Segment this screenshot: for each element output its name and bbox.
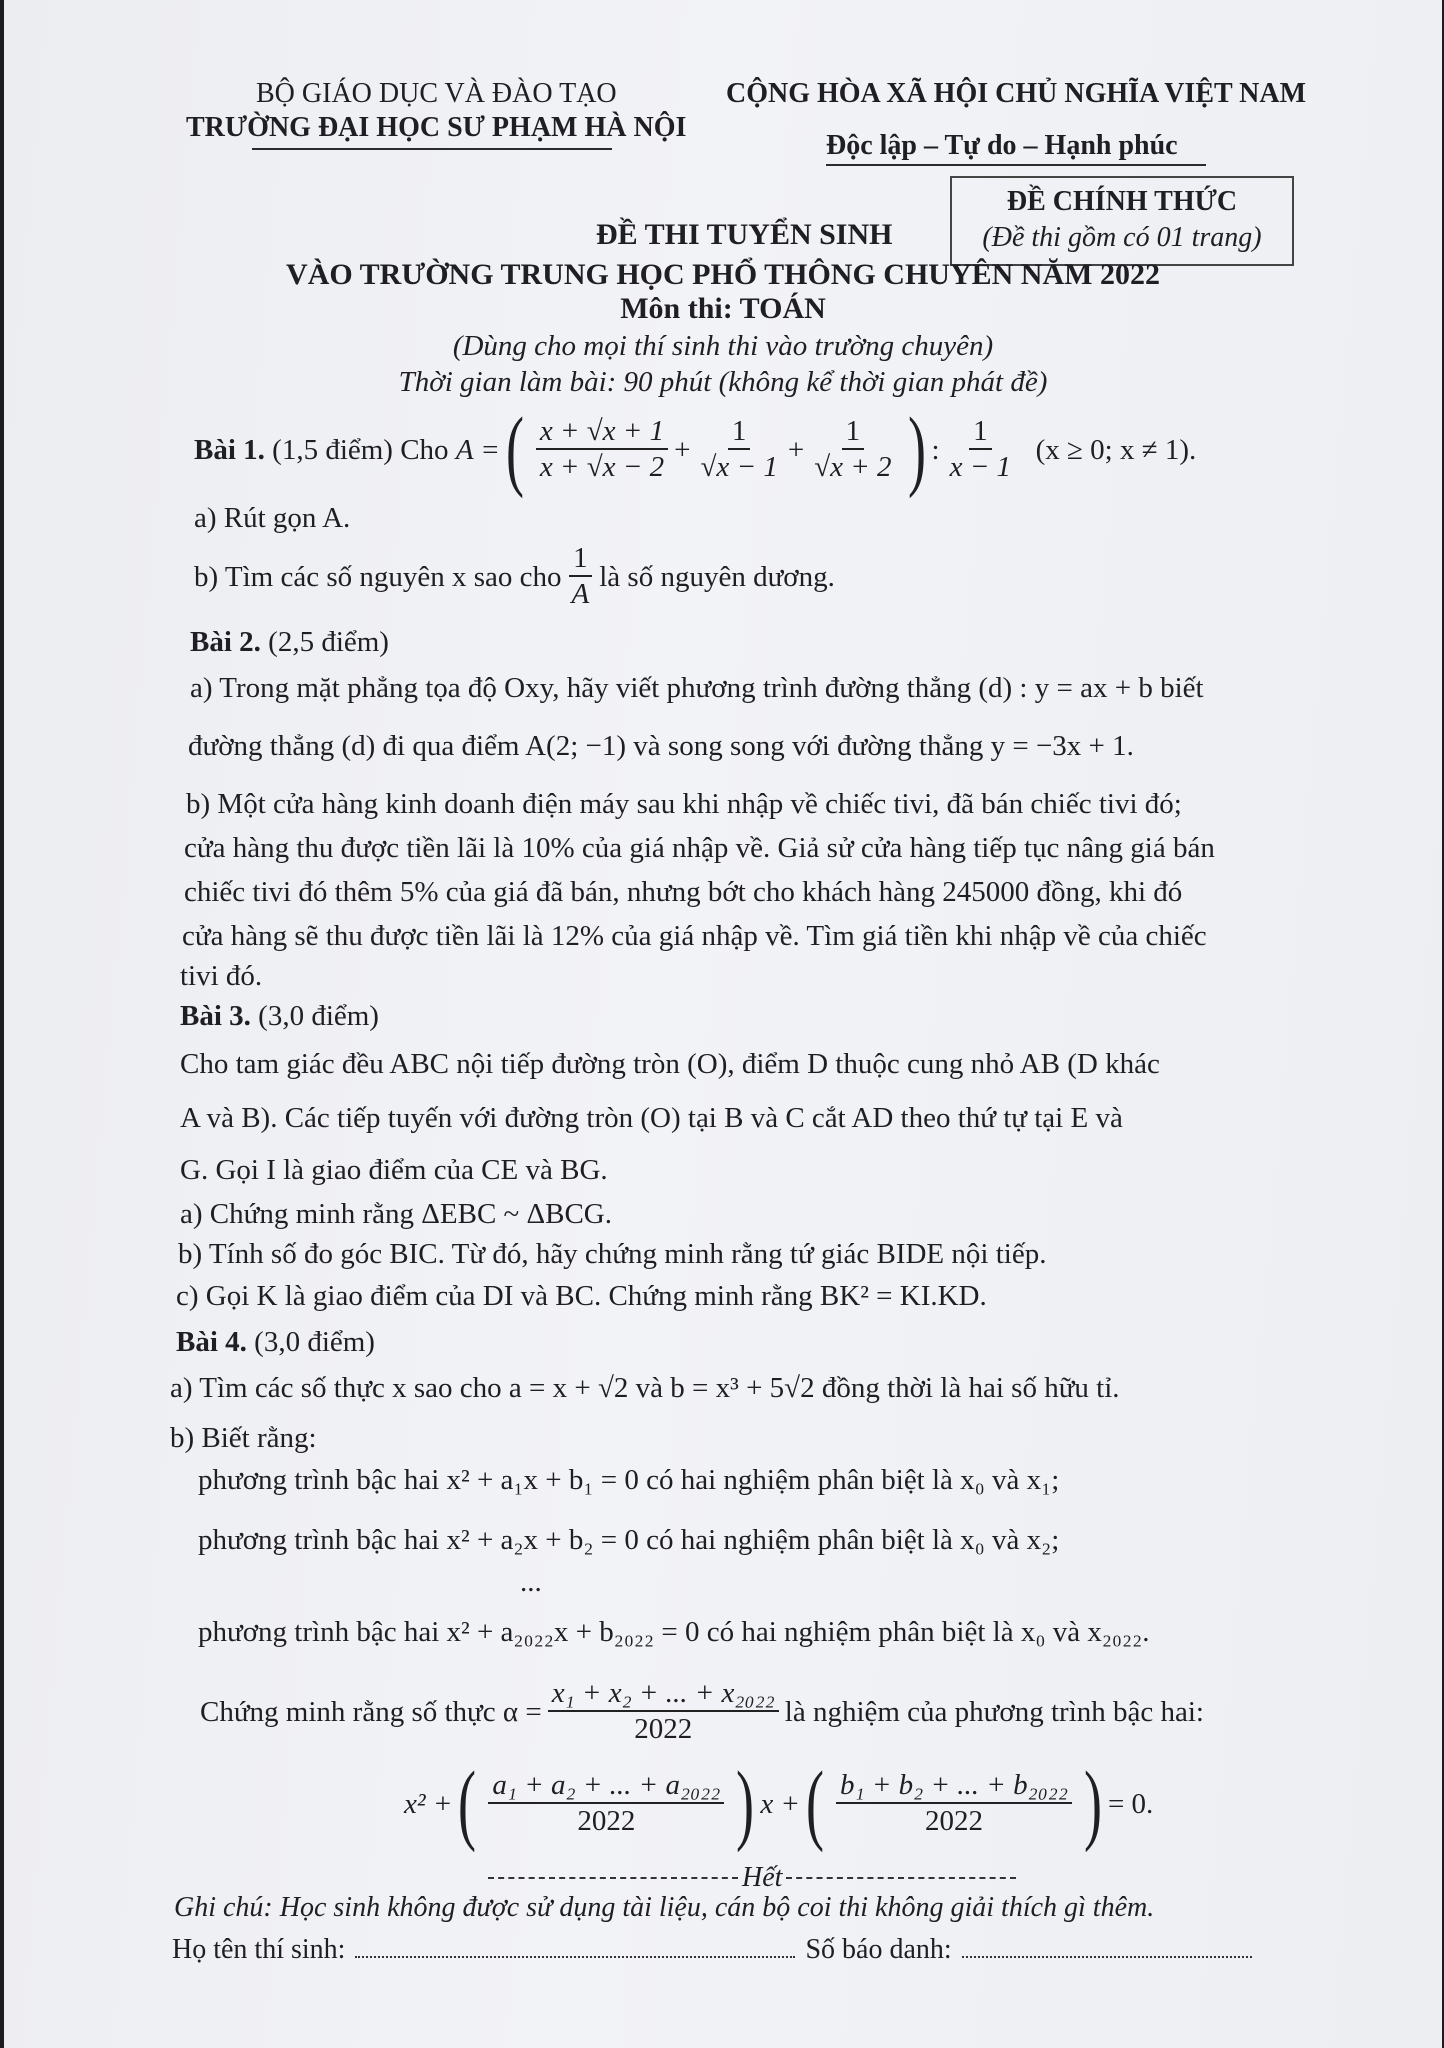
final-b-num: b₁ + b₂ + ... + b₂₀₂₂ [836, 1769, 1072, 1804]
candidate-name-label: Họ tên thí sinh: [172, 1934, 346, 1965]
problem-3a: a) Chứng minh rằng ΔEBC ~ ΔBCG. [180, 1198, 612, 1230]
final-b-den: 2022 [924, 1805, 983, 1838]
alpha-fraction-num: x₁ + x₂ + ... + x₂₀₂₂ [548, 1677, 779, 1712]
audience-note: (Dùng cho mọi thí sinh thi vào trường chuyên) [452, 330, 994, 362]
problem-4-label: Bài 4. [176, 1326, 247, 1358]
ellipsis: ... [520, 1566, 542, 1598]
problem-1a: a) Rút gọn A. [194, 502, 351, 534]
problem-1b-text: b) Tìm các số nguyên x sao cho [194, 560, 562, 593]
problem-1-lhs: A = [455, 433, 500, 466]
alpha-text: Chứng minh rằng số thực α = [200, 1695, 542, 1728]
fraction-2 [696, 415, 781, 485]
problem-3c: c) Gọi K là giao điểm của DI và BC. Chứng minh rằng BK² = KI.KD. [176, 1280, 987, 1312]
footer-note: Ghi chú: Học sinh không được sử dụng tài liệu, cán bộ coi thi không giải thích gì thêm. [174, 1892, 1155, 1923]
final-equation [404, 1756, 1153, 1852]
ministry-name: BỘ GIÁO DỤC VÀ ĐÀO TẠO [256, 78, 617, 109]
equation-2022-line: phương trình bậc hai x² + a₂₀₂₂x + b₂₀₂₂ = 0 có hai nghiệm phân biệt là x₀ và x₂₀₂₂. [198, 1616, 1150, 1648]
problem-3-line-1: Cho tam giác đều ABC nội tiếp đường tròn (O), điểm D thuộc cung nhỏ AB (D khác [180, 1048, 1160, 1080]
end-mark: Hết [742, 1862, 783, 1893]
alpha-fraction-den: 2022 [634, 1713, 693, 1746]
final-paren-1-close: ) [736, 1754, 755, 1853]
problem-1-label: Bài 1. [194, 433, 265, 466]
problem-2a-line-1: a) Trong mặt phẳng tọa độ Oxy, hãy viết phương trình đường thẳng (d) : y = ax + b biết [190, 672, 1204, 704]
duration-note: Thời gian làm bài: 90 phút (không kể thời gian phát đề) [398, 366, 1048, 398]
problem-3b: b) Tính số đo góc BIC. Từ đó, hãy chứng minh rằng tứ giác BIDE nội tiếp. [178, 1238, 1047, 1270]
fraction-4 [946, 415, 1015, 485]
alpha-text-end: là nghiệm của phương trình bậc hai: [784, 1695, 1204, 1728]
motto-underline [826, 164, 1206, 166]
alpha-statement [200, 1672, 1204, 1752]
exam-subtitle: VÀO TRƯỜNG TRUNG HỌC PHỔ THÔNG CHUYÊN NĂM 2022 [286, 258, 1160, 291]
end-dashes-right [786, 1877, 1016, 1879]
fraction-4-num: 1 [969, 415, 992, 450]
problem-4-heading [176, 1326, 375, 1359]
problem-4-points: (3,0 điểm) [254, 1326, 375, 1358]
university-name: TRƯỜNG ĐẠI HỌC SƯ PHẠM HÀ NỘI [186, 112, 687, 143]
fraction-1-num: x + √x + 1 [536, 415, 668, 450]
problem-2-points: (2,5 điểm) [268, 626, 389, 658]
problem-2b-line-5: tivi đó. [180, 960, 263, 992]
candidate-info-row [172, 1934, 1252, 1966]
official-label: ĐỀ CHÍNH THỨC [1006, 186, 1238, 217]
candidate-id-label: Số báo danh: [805, 1934, 952, 1965]
end-mark-row [488, 1862, 1016, 1894]
final-end: = 0. [1107, 1787, 1154, 1820]
problem-2b-line-3: chiếc tivi đó thêm 5% của giá đã bán, nhưng bớt cho khách hàng 245000 đồng, khi đó [184, 876, 1183, 908]
header-left-underline [252, 148, 612, 150]
final-paren-2-open: ( [806, 1754, 825, 1853]
problem-1-condition: (x ≥ 0; x ≠ 1). [1035, 433, 1197, 466]
final-paren-1-open: ( [458, 1754, 477, 1853]
final-paren-2-close: ) [1083, 1754, 1102, 1853]
right-paren: ) [907, 400, 926, 499]
final-a-num: a₁ + a₂ + ... + a₂₀₂₂ [488, 1769, 724, 1804]
problem-3-heading [180, 1000, 379, 1033]
fraction-1-den: x + √x − 2 [539, 451, 665, 484]
republic-name: CỘNG HÒA XÃ HỘI CHỦ NGHĨA VIỆT NAM [726, 78, 1307, 109]
alpha-fraction [548, 1677, 779, 1747]
equation-1-line: phương trình bậc hai x² + a₁x + b₁ = 0 có hai nghiệm phân biệt là x₀ và x₁; [198, 1464, 1060, 1496]
final-a-fraction [488, 1769, 724, 1839]
problem-2b-line-4: cửa hàng sẽ thu được tiền lãi là 12% của giá nhập về. Tìm giá tiền khi nhập về của chiếc [182, 920, 1207, 952]
problem-1b [194, 542, 835, 612]
motto: Độc lập – Tự do – Hạnh phúc [826, 130, 1178, 161]
problem-1-points: (1,5 điểm) Cho [272, 433, 449, 466]
fraction-1-over-a-den: A [571, 578, 590, 611]
problem-4b-intro: b) Biết rằng: [170, 1422, 317, 1454]
final-mid: x + [760, 1787, 801, 1820]
fraction-2-den: √x − 1 [700, 451, 778, 484]
fraction-4-den: x − 1 [949, 451, 1012, 484]
problem-2-heading [190, 626, 389, 659]
fraction-3 [810, 415, 895, 485]
problem-2b-line-1: b) Một cửa hàng kinh doanh điện máy sau khi nhập về chiếc tivi, đã bán chiếc tivi đó; [186, 788, 1182, 820]
fraction-3-den: √x + 2 [814, 451, 892, 484]
final-a-den: 2022 [577, 1805, 636, 1838]
end-dashes-left [488, 1877, 738, 1879]
subject: Môn thi: TOÁN [620, 292, 826, 325]
final-x2: x² + [404, 1787, 453, 1820]
fraction-1 [536, 415, 668, 485]
equation-2-line: phương trình bậc hai x² + a₂x + b₂ = 0 có hai nghiệm phân biệt là x₀ và x₂; [198, 1524, 1060, 1556]
pages-note: (Đề thi gồm có 01 trang) [982, 222, 1262, 253]
problem-2a-line-2: đường thẳng (d) đi qua điểm A(2; −1) và song song với đường thẳng y = −3x + 1. [188, 730, 1134, 762]
exam-paper [4, 0, 1442, 2048]
official-box [950, 176, 1294, 266]
problem-3-line-2: A và B). Các tiếp tuyến với đường tròn (O) tại B và C cắt AD theo thứ tự tại E và [180, 1102, 1123, 1134]
final-b-fraction [836, 1769, 1072, 1839]
problem-2-label: Bài 2. [190, 626, 261, 658]
fraction-3-num: 1 [842, 415, 865, 450]
problem-3-line-3: G. Gọi I là giao điểm của CE và BG. [180, 1154, 608, 1186]
candidate-name-blank [355, 1956, 795, 1958]
problem-1-statement: Bài 1. (1,5 điểm) Cho A = ( $\frac{x + √x + 1}{x + √x - 2}$ + $\frac{1}{√x - 1}$ + $\frac{1}{√x + 2}$ ) : $\frac{1}{x - 1}$ (x ≥ 0; x ≠ 1). [194, 400, 1197, 499]
exam-title: ĐỀ THI TUYỂN SINH [596, 218, 893, 251]
fraction-1-over-a [568, 542, 594, 612]
candidate-id-blank [962, 1956, 1252, 1958]
problem-1b-text-end: là số nguyên dương. [599, 560, 835, 593]
problem-3-points: (3,0 điểm) [258, 1000, 379, 1032]
fraction-2-num: 1 [728, 415, 751, 450]
left-paren: ( [505, 400, 524, 499]
problem-3-label: Bài 3. [180, 1000, 251, 1032]
problem-2b-line-2: cửa hàng thu được tiền lãi là 10% của giá nhập về. Giả sử cửa hàng tiếp tục nâng giá bán [184, 832, 1215, 864]
fraction-1-over-a-num: 1 [569, 542, 592, 577]
problem-4a: a) Tìm các số thực x sao cho a = x + √2 và b = x³ + 5√2 đồng thời là hai số hữu tỉ. [170, 1372, 1120, 1404]
